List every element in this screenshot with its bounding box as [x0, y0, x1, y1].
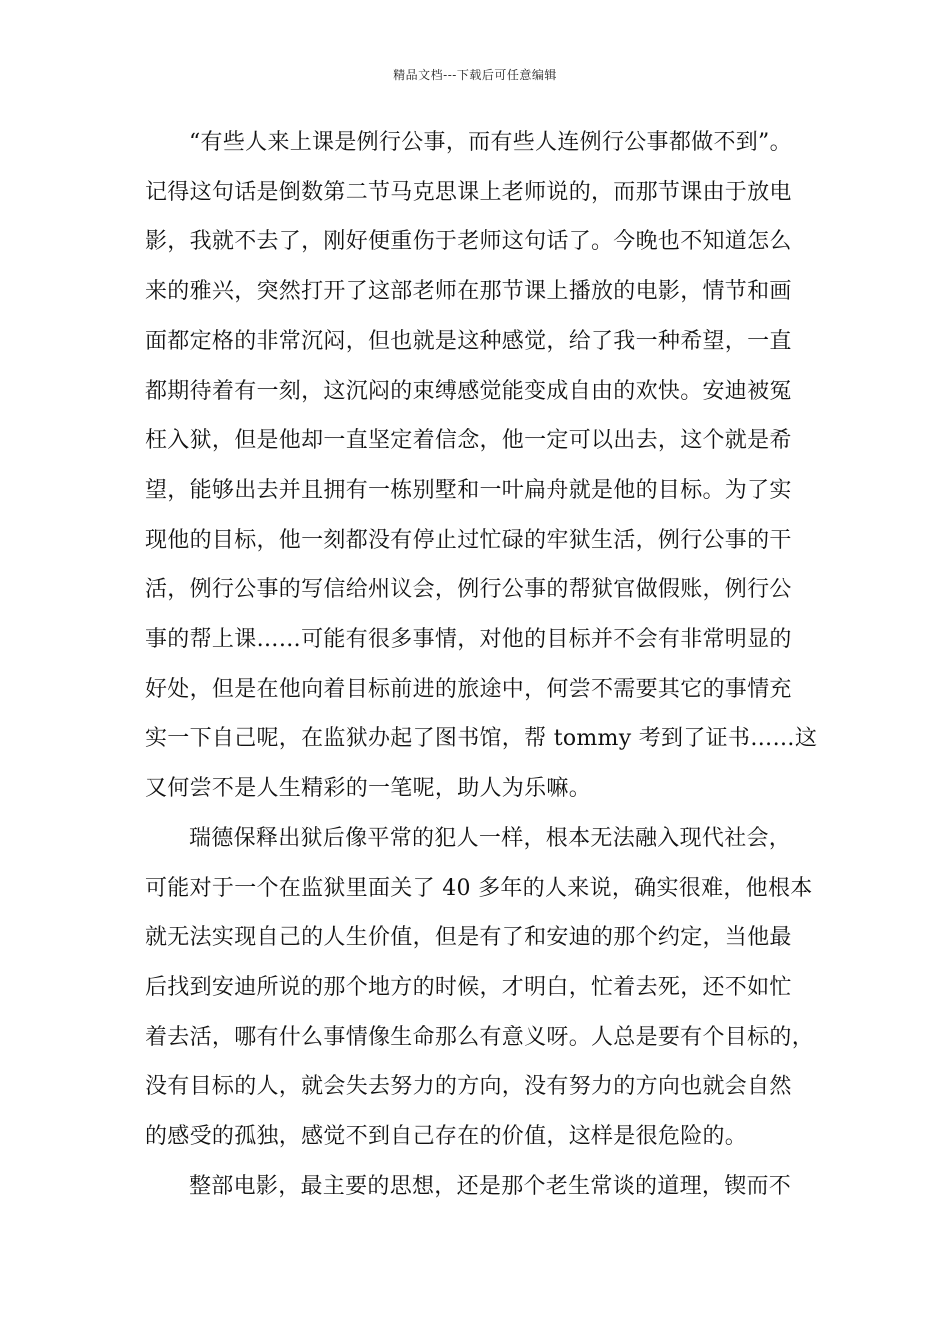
text-line: 来的雅兴，突然打开了这部老师在那节课上播放的电影，情节和画	[145, 279, 792, 305]
text-line: 记得这句话是倒数第二节马克思课上老师说的，而那节课由于放电	[145, 179, 792, 205]
text-line: 的感受的孤独，感觉不到自己存在的价值，这样是很危险的。	[145, 1124, 748, 1149]
text-line: 现他的目标，他一刻都没有停止过忙碌的牢狱生活，例行公事的干	[145, 527, 792, 553]
text-line: 实一下自己呢，在监狱办起了图书馆，帮 tommy 考到了证书……这	[145, 726, 818, 752]
text-line: 后找到安迪所说的那个地方的时候，才明白，忙着去死，还不如忙	[145, 974, 792, 1000]
paragraph-first-line: “有些人来上课是例行公事，而有些人连例行公事都做不到”。	[189, 130, 792, 155]
page-header: 精品文档---下载后可任意编辑	[393, 68, 557, 82]
paragraph-first-line: 整部电影，最主要的思想，还是那个老生常谈的道理，锲而不	[189, 1173, 792, 1199]
text-line: 面都定格的非常沉闷，但也就是这种感觉，给了我一种希望，一直	[145, 328, 792, 354]
text-line: 望，能够出去并且拥有一栋别墅和一叶扁舟就是他的目标。为了实	[145, 477, 792, 503]
text-line: 又何尝不是人生精彩的一笔呢，助人为乐嘛。	[145, 776, 592, 802]
text-line: 活，例行公事的写信给州议会，例行公事的帮狱官做假账，例行公	[145, 577, 792, 603]
text-line: 可能对于一个在监狱里面关了 40 多年的人来说，确实很难，他根本	[145, 875, 813, 901]
text-line: 事的帮上课……可能有很多事情，对他的目标并不会有非常明显的	[145, 627, 792, 652]
paragraph-first-line: 瑞德保释出狱后像平常的犯人一样，根本无法融入现代社会，	[189, 825, 792, 851]
text-line: 影，我就不去了，刚好便重伤于老师这句话了。今晚也不知道怎么	[145, 229, 792, 255]
text-line: 着去活，哪有什么事情像生命那么有意义呀。人总是要有个目标的，	[145, 1024, 815, 1050]
text-line: 就无法实现自己的人生价值，但是有了和安迪的那个约定，当他最	[145, 925, 792, 951]
text-line: 枉入狱，但是他却一直坚定着信念，他一定可以出去，这个就是希	[145, 428, 792, 454]
text-line: 好处，但是在他向着目标前进的旅途中，何尝不需要其它的事情充	[145, 676, 792, 702]
text-line: 都期待着有一刻，这沉闷的束缚感觉能变成自由的欢快。安迪被冤	[145, 378, 792, 404]
text-line: 没有目标的人，就会失去努力的方向，没有努力的方向也就会自然	[145, 1074, 792, 1100]
